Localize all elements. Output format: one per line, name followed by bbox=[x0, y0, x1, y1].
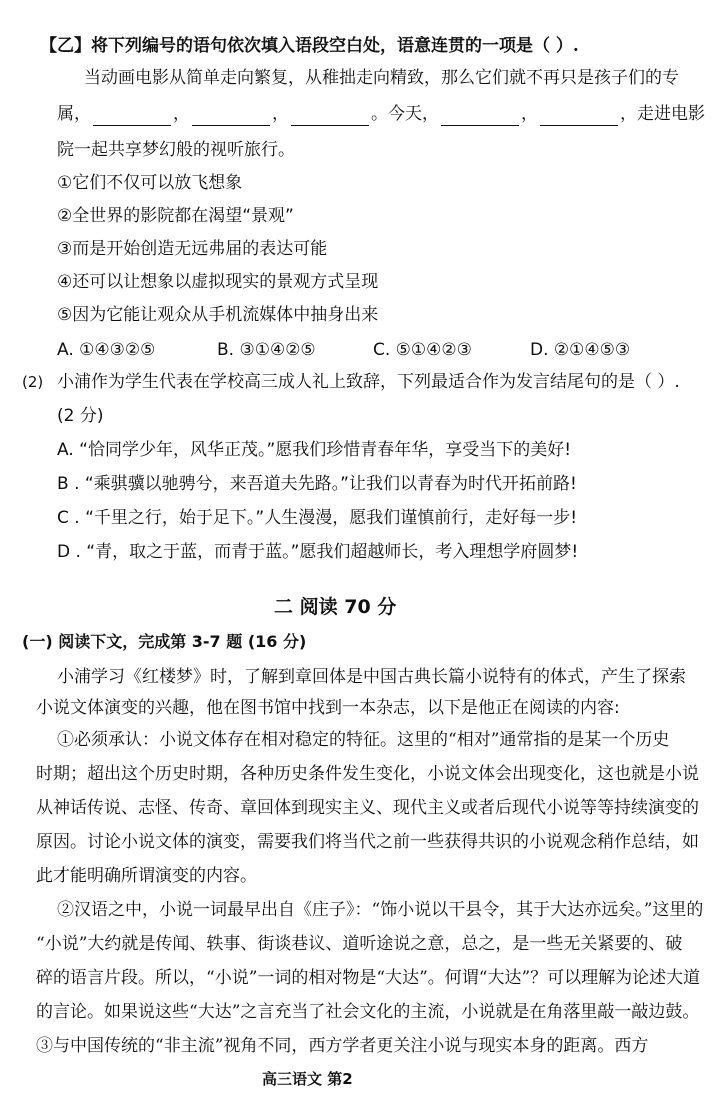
fill-blank-5 bbox=[540, 109, 618, 126]
sentence-item: ②全世界的影院都在渴望“景观” bbox=[57, 206, 294, 226]
fill-blank-3 bbox=[291, 109, 369, 126]
reading-line: 原因。讨论小说文体的演变，需要我们将当代之前一些获得共识的小说观念稍作总结，如 bbox=[36, 832, 699, 852]
passage-line-2-end: ，走进电影 bbox=[620, 104, 705, 124]
sentence-item: ④还可以让想象以虚拟现实的景观方式呈现 bbox=[57, 272, 379, 292]
option-c: C. ⑤①④②③ bbox=[373, 340, 472, 360]
reading-line: 碎的语言片段。所以，“小说”一词的相对物是“大达”。何谓“大达”？可以理解为论述大道 bbox=[36, 968, 701, 988]
passage-line-3: 院一起共享梦幻般的视听旅行。 bbox=[57, 140, 295, 160]
passage-line-1: 当动画电影从简单走向繁复，从稚拙走向精致，那么它们就不再只是孩子们的专 bbox=[84, 68, 679, 88]
option-d: D. ②①④⑤③ bbox=[530, 340, 631, 360]
reading-line: ①必须承认：小说文体存在相对稳定的特征。这里的“相对”通常指的是某一个历史 bbox=[57, 730, 670, 750]
reading-line: 从神话传说、志怪、传奇、章回体到现实主义、现代主义或者后现代小说等等持续演变的 bbox=[36, 798, 699, 818]
fill-blank-1 bbox=[93, 109, 171, 126]
section-title: 二 阅读 70 分 bbox=[274, 596, 397, 618]
fill-blank-4 bbox=[441, 109, 519, 126]
option-a: A. ①④③②⑤ bbox=[57, 340, 156, 360]
passage-line-2: 属， ， ， 。今天， ， ，走进电影 bbox=[57, 104, 705, 124]
question-2-option-c: C . “千里之行，始于足下。”人生漫漫，愿我们谨慎前行，走好每一步! bbox=[57, 508, 578, 528]
passage-line-2-mid: 。今天， bbox=[371, 104, 439, 124]
question-yi-stem: 【乙】将下列编号的语句依次填入语段空白处，语意连贯的一项是（ ）. bbox=[40, 36, 579, 56]
fill-blank-2 bbox=[192, 109, 270, 126]
reading-line: ③与中国传统的“非主流”视角不同，西方学者更关注小说与现实本身的距离。西方 bbox=[36, 1036, 649, 1056]
reading-line: 时期；超出这个历史时期，各种历史条件发生变化，小说文体会出现变化，这也就是小说 bbox=[36, 764, 699, 784]
question-2-option-b: B . “乘骐骥以驰骋兮，来吾道夫先路。”让我们以青春为时代开拓前路! bbox=[57, 474, 577, 494]
option-b: B. ③①④②⑤ bbox=[217, 340, 316, 360]
intro-line: 小说文体演变的兴趣，他在图书馆中找到一本杂志，以下是他正在阅读的内容: bbox=[36, 698, 620, 718]
question-2-option-a: A. “恰同学少年，风华正茂。”愿我们珍惜青春年华，享受当下的美好! bbox=[57, 440, 572, 460]
reading-line: 此才能明确所谓演变的内容。 bbox=[36, 866, 257, 886]
question-2-number: (2) bbox=[22, 373, 44, 391]
sentence-item: ⑤因为它能让观众从手机流媒体中抽身出来 bbox=[57, 305, 379, 325]
page-footer: 高三语文 第2 bbox=[262, 1070, 353, 1088]
intro-line: 小浦学习《红楼梦》时，了解到章回体是中国古典长篇小说特有的体式，产生了探索 bbox=[57, 667, 686, 687]
subsection-title: (一) 阅读下文，完成第 3-7 题 (16 分) bbox=[22, 632, 307, 651]
question-2-score: (2 分) bbox=[57, 406, 104, 426]
reading-line: “小说”大约就是传闻、轶事、街谈巷议、道听途说之意，总之，是一些无关紧要的、破 bbox=[36, 934, 683, 954]
question-2-stem: 小浦作为学生代表在学校高三成人礼上致辞，下列最适合作为发言结尾句的是（ ）. bbox=[57, 372, 680, 392]
sentence-item: ①它们不仅可以放飞想象 bbox=[57, 173, 243, 193]
reading-line: 的言论。如果说这些“大达”之言充当了社会文化的主流，小说就是在角落里敲一敲边鼓。 bbox=[36, 1002, 700, 1022]
passage-line-2-start: 属， bbox=[57, 104, 91, 124]
question-2-option-d: D . “青，取之于蓝，而青于蓝。”愿我们超越师长，考入理想学府圆梦! bbox=[57, 542, 579, 562]
sentence-item: ③而是开始创造无远弗届的表达可能 bbox=[57, 239, 328, 259]
reading-line: ②汉语之中，小说一词最早出自《庄子》：“饰小说以干县令，其于大达亦远矣。”这里的 bbox=[57, 900, 704, 920]
